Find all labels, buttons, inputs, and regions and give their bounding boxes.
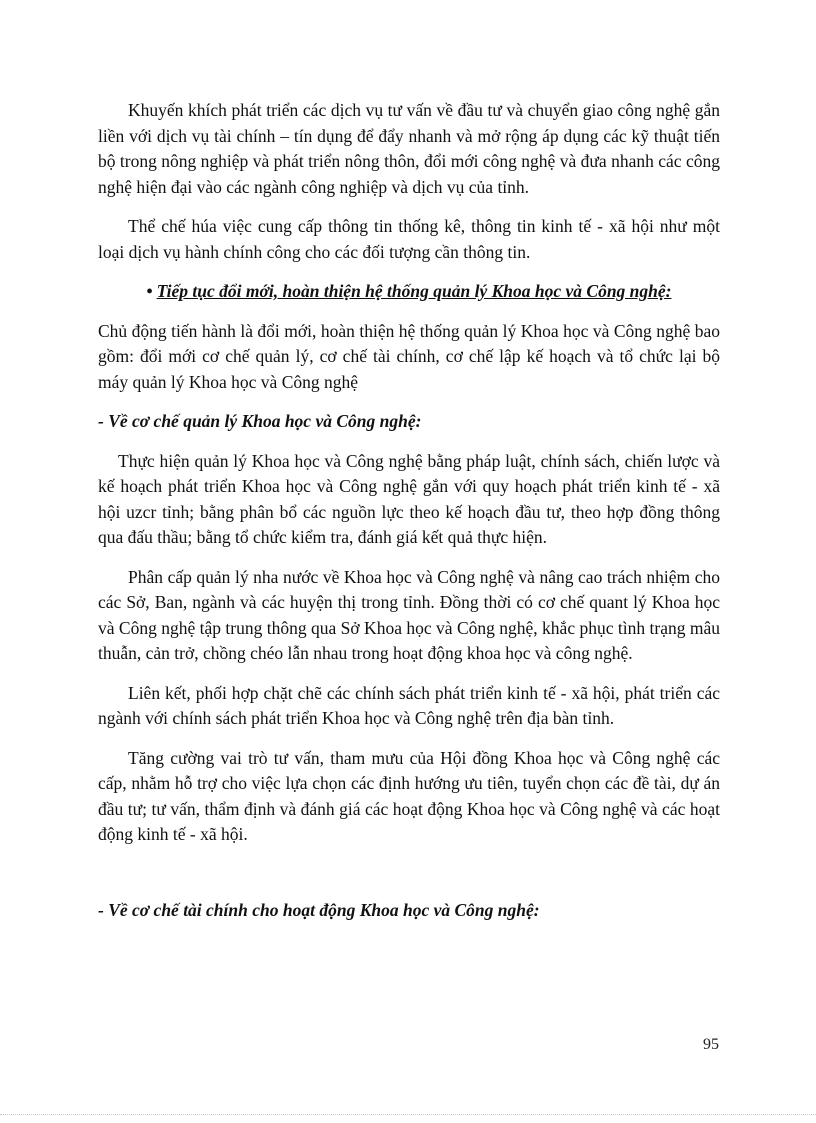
bullet-icon: • bbox=[146, 281, 153, 301]
paragraph-proactive-reform: Chủ động tiến hành là đổi mới, hoàn thiện hệ thống quản lý Khoa học và Công nghệ bao gồm: đổi mới cơ chế quản lý, cơ chế tài chính, cơ chế lập kế hoạch và tổ chức lại bộ máy quản lý Khoa học và Công nghệ bbox=[98, 320, 720, 392]
document-page bbox=[98, 98, 720, 937]
paragraph-coordination: Liên kết, phối hợp chặt chẽ các chính sách phát triển kinh tế - xã hội, phát triển các ngành với chính sách phát triển Khoa học và Công nghệ trên địa bàn tỉnh. bbox=[98, 682, 720, 728]
section-heading-management-system bbox=[98, 279, 720, 305]
spacer bbox=[98, 862, 720, 898]
paragraph-consulting-services: Khuyến khích phát triển các dịch vụ tư vấn về đầu tư và chuyển giao công nghệ gắn liền với dịch vụ tài chính – tín dụng để đẩy nhanh và mở rộng áp dụng các kỹ thuật tiến bộ trong nông nghiệp và phát triển nông thôn, đổi mới công nghệ và đưa nhanh các công nghệ hiện đại vào các ngành công nghiệp và dịch vụ của tỉnh. bbox=[98, 100, 720, 197]
paragraph-advisory-council: Tăng cường vai trò tư vấn, tham mưu của Hội đồng Khoa học và Công nghệ các cấp, nhằm hỗ trợ cho việc lựa chọn các định hướng ưu tiên, tuyển chọn các đề tài, dự án đầu tư; tư vấn, thẩm định và đánh giá các hoạt động Khoa học và Công nghệ và các hoạt động kinh tế - xã hội. bbox=[98, 747, 720, 844]
subheading-management-mechanism: - Về cơ chế quản lý Khoa học và Công nghệ: bbox=[98, 411, 422, 431]
paragraph-statistics-info: Thể chế húa việc cung cấp thông tin thống kê, thông tin kinh tế - xã hội như một loại dịch vụ hành chính công cho các đối tượng cần thông tin. bbox=[98, 216, 720, 262]
paragraph-decentralization: Phân cấp quản lý nha nước về Khoa học và Công nghệ và nâng cao trách nhiệm cho các Sở, Ban, ngành và các huyện thị trong tỉnh. Đồng thời có cơ chế quant lý Khoa học và Công nghệ tập trung thông qua Sở Khoa học và Công nghệ, khắc phục tình trạng mâu thuẫn, cản trở, chồng chéo lẫn nhau trong hoạt động khoa học và công nghệ. bbox=[98, 566, 720, 663]
paragraph-law-policy: Thực hiện quản lý Khoa học và Công nghệ bằng pháp luật, chính sách, chiến lược và kế hoạch phát triển Khoa học và Công nghệ gắn với quy hoạch phát triển kinh tế - xã hội uzcr tỉnh; bằng phân bổ các nguồn lực theo kế hoạch đầu tư, theo hợp đồng thông qua đấu thầu; bằng tổ chức kiểm tra, đánh giá kết quả thực hiện. bbox=[98, 450, 720, 547]
page-number: 95 bbox=[703, 1036, 719, 1053]
section-heading-text: Tiếp tục đổi mới, hoàn thiện hệ thống quản lý Khoa học và Công nghệ: bbox=[156, 281, 672, 301]
subheading-financial-mechanism: - Về cơ chế tài chính cho hoạt động Khoa học và Công nghệ: bbox=[98, 899, 540, 920]
page-bottom-divider bbox=[0, 1114, 816, 1115]
